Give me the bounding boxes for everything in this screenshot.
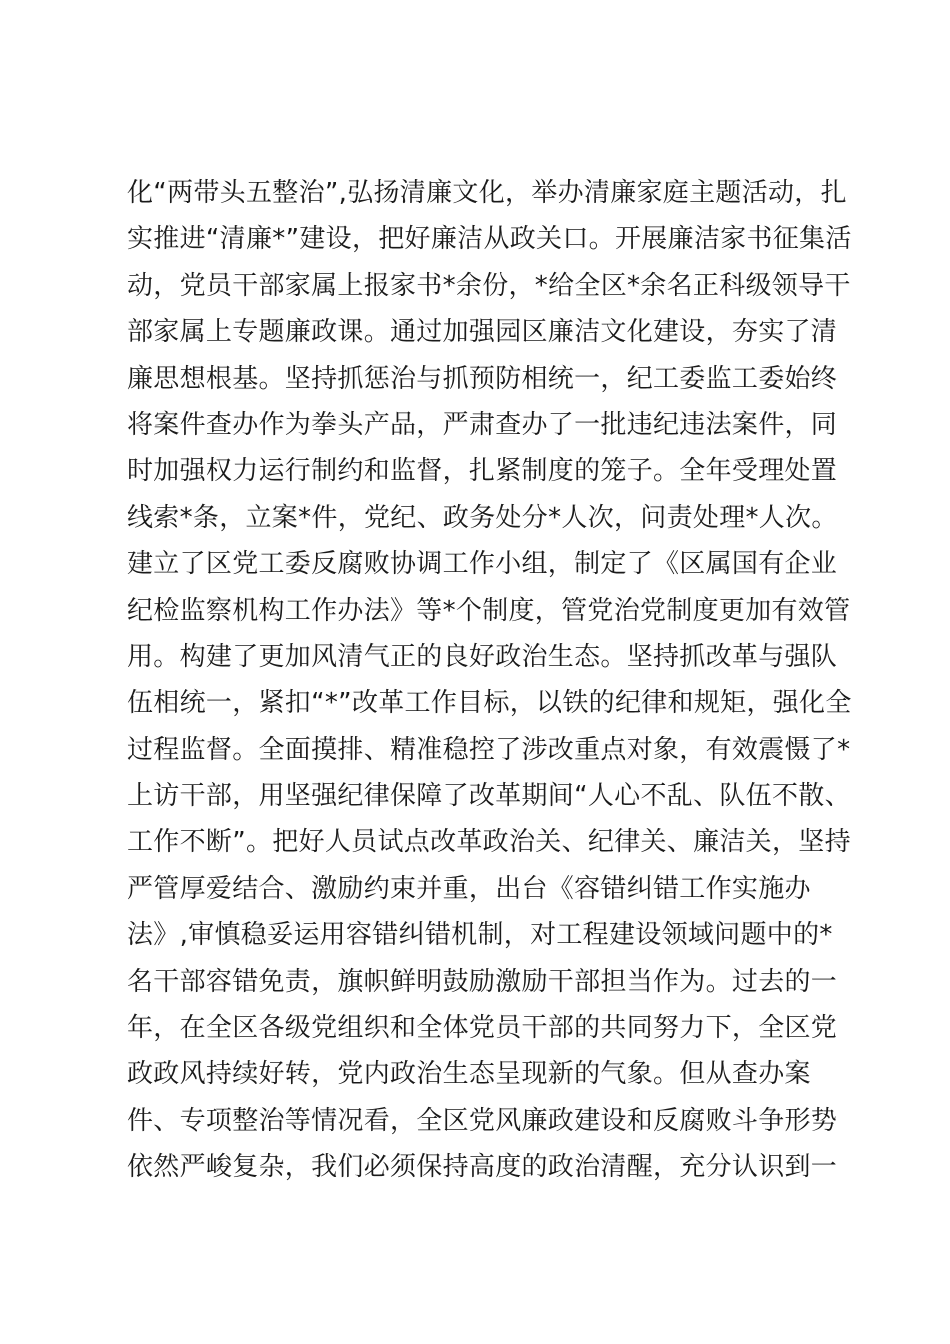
body-paragraph — [127, 170, 852, 1191]
text-line-22: 依然严峻复杂，我们必须保持高度的政治清醒，充分认识到一 — [127, 1152, 838, 1183]
text-line-20: 政政风持续好转，党内政治生态呈现新的气象。但从查办案 — [127, 1059, 811, 1090]
text-line-11: 用。构建了更加风清气正的良好政治生态。坚持抓改革与强队 — [127, 641, 838, 672]
text-line-3: 动，党员干部家属上报家书*余份，*给全区*余名正科级领导干 — [127, 270, 851, 301]
text-line-7: 时加强权力运行制约和监督，扎紧制度的笼子。全年受理处置 — [127, 456, 838, 487]
text-line-2: 实推进“清廉*”建设，把好廉洁从政关口。开展廉洁家书征集活 — [127, 224, 852, 255]
text-line-12: 伍相统一，紧扣“*”改革工作目标，以铁的纪律和规矩，强化全 — [127, 688, 852, 719]
text-line-9: 建立了区党工委反腐败协调工作小组，制定了《区属国有企业 — [127, 549, 838, 580]
text-line-18: 名干部容错免责，旗帜鲜明鼓励激励干部担当作为。过去的一 — [127, 966, 838, 997]
text-line-17: 法》,审慎稳妥运用容错纠错机制，对工程建设领域问题中的* — [127, 920, 833, 951]
text-line-4: 部家属上专题廉政课。通过加强园区廉洁文化建设，夯实了清 — [127, 317, 838, 348]
text-line-1: 化“两带头五整治”,弘扬清廉文化，举办清廉家庭主题活动，扎 — [127, 178, 847, 208]
text-line-21: 件、专项整治等情况看，全区党风廉政建设和反腐败斗争形势 — [127, 1105, 838, 1136]
text-line-8: 线索*条，立案*件，党纪、政务处分*人次，问责处理*人次。 — [127, 502, 838, 533]
text-line-6: 将案件查办作为拳头产品，严肃查办了一批违纪违法案件，同 — [127, 409, 838, 440]
text-line-5: 廉思想根基。坚持抓惩治与抓预防相统一，纪工委监工委始终 — [127, 363, 838, 394]
text-line-14: 上访干部，用坚强纪律保障了改革期间“人心不乱、队伍不散、 — [127, 781, 851, 812]
text-line-15: 工作不断”。把好人员试点改革政治关、纪律关、廉洁关，坚持 — [127, 827, 851, 858]
text-line-19: 年，在全区各级党组织和全体党员干部的共同努力下，全区党 — [127, 1013, 838, 1044]
text-line-10: 纪检监察机构工作办法》等*个制度，管党治党制度更加有效管 — [127, 595, 851, 626]
text-line-16: 严管厚爱结合、激励约束并重，出台《容错纠错工作实施办 — [127, 873, 811, 904]
text-line-13: 过程监督。全面摸排、精准稳控了涉改重点对象，有效震慑了* — [127, 734, 851, 765]
